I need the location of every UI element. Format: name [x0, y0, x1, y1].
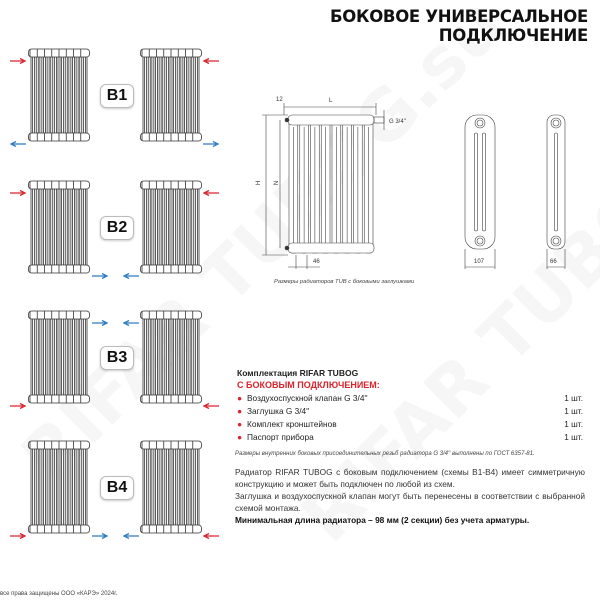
bullet-icon: ● — [237, 393, 243, 403]
bullet-icon: ● — [237, 419, 243, 429]
title-line-1: БОКОВОЕ УНИВЕРСАЛЬНОЕ — [330, 7, 588, 26]
return-arrow-icon — [123, 266, 139, 272]
copyright-footer: все права защищены ООО «КАРЭ» 2024г. — [0, 591, 118, 597]
kit-item-name: Воздухоспускной клапан G 3/4'' — [247, 393, 368, 403]
description-p3: Минимальная длина радиатора – 98 мм (2 секции) без учета арматуры. — [235, 515, 530, 525]
return-arrow-icon — [123, 313, 139, 319]
dim-66: 66 — [550, 259, 557, 265]
bullet-icon: ● — [237, 432, 243, 442]
return-arrow-icon — [92, 266, 108, 272]
scheme-label-b4: B4 — [100, 476, 134, 500]
scheme-label-b1: B1 — [100, 84, 134, 108]
radiator-icon — [140, 310, 202, 404]
dim-H: H — [256, 180, 263, 186]
kit-item-qty: 1 шт. — [564, 432, 583, 442]
supply-arrow-icon — [203, 396, 219, 402]
return-arrow-icon — [203, 134, 219, 140]
return-arrow-icon — [10, 134, 26, 140]
radiator-dimension-drawing — [250, 95, 600, 280]
kit-title: Комплектация RIFAR TUBOG — [237, 368, 359, 378]
description — [235, 466, 585, 526]
scheme-label-b2: B2 — [100, 216, 134, 240]
return-arrow-icon — [92, 313, 108, 319]
radiator-icon — [28, 310, 90, 404]
kit-item — [237, 432, 583, 442]
supply-arrow-icon — [203, 51, 219, 57]
supply-arrow-icon — [10, 183, 26, 189]
kit-item — [237, 406, 583, 416]
kit-item-name: Заглушка G 3/4'' — [247, 406, 310, 416]
radiator-icon — [28, 48, 90, 142]
kit-item-name: Комплект кронштейнов — [247, 419, 337, 429]
kit-item-qty: 1 шт. — [564, 393, 583, 403]
radiator-icon — [140, 48, 202, 142]
kit-item-qty: 1 шт. — [564, 419, 583, 429]
supply-arrow-icon — [10, 396, 26, 402]
dim-thread: G 3/4'' — [389, 119, 406, 125]
kit-note: Размеры внутренних боковых присоединительных резьб радиатора G 3/4'' выполнены по ГОСТ 6357-81. — [235, 451, 535, 457]
description-p1: Радиатор RIFAR TUBOG с боковым подключением (схемы B1-B4) имеет симметричную конструкцию и может быть подключен по любой из схем. — [235, 467, 585, 489]
radiator-icon — [140, 440, 202, 534]
scheme-label-b3: B3 — [100, 346, 134, 370]
supply-arrow-icon — [10, 51, 26, 57]
supply-arrow-icon — [10, 526, 26, 532]
radiator-icon — [140, 180, 202, 274]
page-title — [330, 7, 588, 45]
kit-item-name: Паспорт прибора — [247, 432, 314, 442]
supply-arrow-icon — [203, 183, 219, 189]
dim-12: 12 — [276, 97, 283, 103]
radiator-icon — [28, 440, 90, 534]
dim-46: 46 — [313, 259, 320, 265]
dim-107: 107 — [474, 259, 485, 265]
bullet-icon: ● — [237, 406, 243, 416]
kit-item-qty: 1 шт. — [564, 406, 583, 416]
kit-subtitle: С БОКОВЫМ ПОДКЛЮЧЕНИЕМ: — [237, 380, 380, 390]
radiator-icon — [28, 180, 90, 274]
dim-N: N — [274, 180, 281, 186]
return-arrow-icon — [123, 526, 139, 532]
description-p2: Заглушка и воздухоспускной клапан могут быть перенесены в соответствии с выбранной схемой монтажа. — [235, 491, 585, 513]
return-arrow-icon — [92, 526, 108, 532]
supply-arrow-icon — [203, 526, 219, 532]
drawing-caption: Размеры радиаторов TUB с боковыми заглушками — [274, 279, 415, 285]
kit-item — [237, 419, 583, 429]
title-line-2: ПОДКЛЮЧЕНИЕ — [438, 26, 588, 45]
kit-item — [237, 393, 583, 403]
dim-L: L — [329, 98, 333, 104]
